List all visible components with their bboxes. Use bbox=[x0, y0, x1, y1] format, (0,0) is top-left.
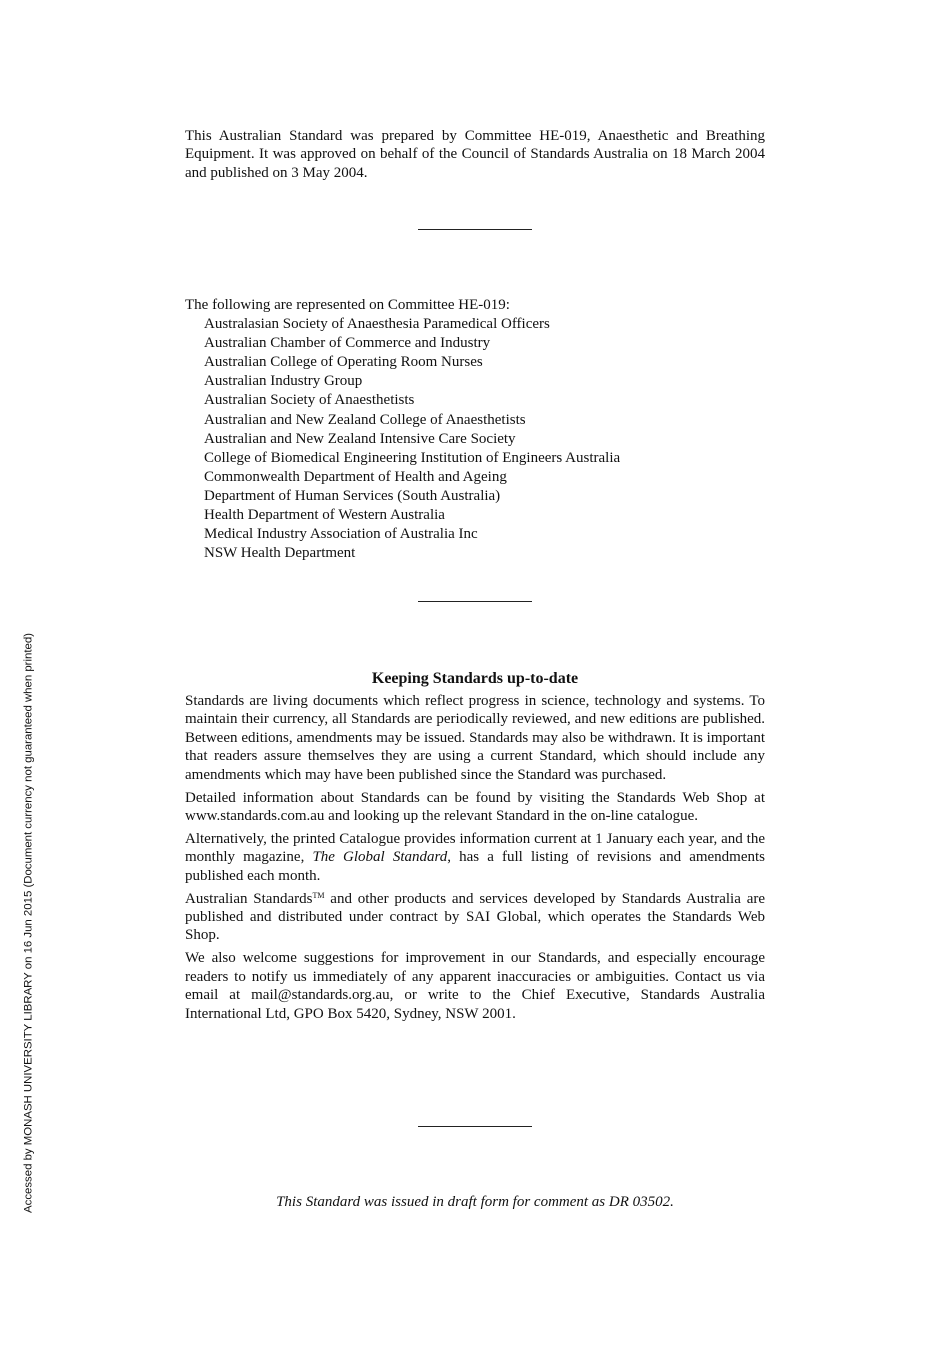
committee-member: Australian and New Zealand College of Anaesthetists bbox=[204, 411, 526, 428]
section-divider bbox=[418, 601, 532, 602]
catalogue-text: Alternatively, the printed Catalogue provides information current at 1 January each year, and the monthly magazine, bbox=[185, 830, 765, 866]
catalogue-text-end: , has a full listing of revisions and amendments published each month. bbox=[185, 849, 766, 884]
trademark-brand: Australian Standards bbox=[185, 890, 313, 907]
trademark-symbol: TM bbox=[312, 890, 325, 900]
committee-member: Health Department of Western Australia bbox=[204, 507, 445, 524]
committee-member: Commonwealth Department of Health and Ageing bbox=[204, 468, 507, 485]
trademark-text: and other products and services developed by Standards Australia are published and distributed under contract by SAI Global, which operates the Standards Web Shop. bbox=[185, 890, 766, 944]
committee-member: Australian Society of Anaesthetists bbox=[204, 392, 415, 409]
section-divider bbox=[418, 1126, 532, 1127]
preparation-statement: This Australian Standard was prepared by Committee HE-019, Anaesthetic and Breathing Equipment. It was approved on behalf of the Council of Standards Australia on 18 March 2004 and published on 3 May 2004. bbox=[185, 128, 765, 181]
keeping-standards-section bbox=[185, 669, 765, 1027]
committee-heading: The following are represented on Committee HE-019: bbox=[185, 297, 510, 313]
committee-member: Australasian Society of Anaesthesia Paramedical Officers bbox=[204, 316, 550, 333]
committee-member: NSW Health Department bbox=[204, 545, 356, 562]
section-title: Keeping Standards up-to-date bbox=[371, 670, 579, 687]
committee-member: Australian College of Operating Room Nurses bbox=[204, 354, 483, 371]
section-divider bbox=[418, 229, 532, 230]
magazine-title: The Global Standard bbox=[312, 849, 448, 866]
access-watermark-text: Accessed by MONASH UNIVERSITY LIBRARY on 16 Jun 2015 (Document currency not guaranteed when printed) bbox=[22, 633, 35, 1213]
paragraph-trademark bbox=[185, 890, 765, 945]
committee-member: Australian Chamber of Commerce and Industry bbox=[204, 335, 491, 352]
committee-member-list bbox=[185, 315, 765, 563]
committee-section bbox=[185, 296, 765, 563]
committee-member: College of Biomedical Engineering Institution of Engineers Australia bbox=[204, 449, 621, 466]
committee-member: Medical Industry Association of Australia Inc bbox=[204, 526, 478, 543]
committee-member: Australian Industry Group bbox=[204, 373, 363, 390]
paragraph-web-shop: Detailed information about Standards can be found by visiting the Standards Web Shop at www.standards.com.au and looking up the relevant Standard in the on-line catalogue. bbox=[185, 789, 765, 824]
paragraph-catalogue bbox=[185, 830, 765, 885]
paragraph-suggestions: We also welcome suggestions for improvement in our Standards, and especially encourage readers to notify us immediately of any apparent inaccuracies or ambiguities. Contact us via email at mail@standards.org.au, or write to the Chief Executive, Standards Australia International Ltd, GPO Box 5420, Sydney, NSW 2001. bbox=[185, 950, 765, 1022]
draft-note: This Standard was issued in draft form for comment as DR 03502. bbox=[276, 1194, 674, 1210]
paragraph-living-documents: Standards are living documents which reflect progress in science, technology and systems. To maintain their currency, all Standards are periodically reviewed, and new editions are published. Between editions, amendments may be issued. Standards may also be withdrawn. It is important that readers assure themselves they are using a current Standard, which should include any amendments which may have been published since the Standard was purchased. bbox=[185, 693, 765, 783]
committee-member: Department of Human Services (South Australia) bbox=[204, 487, 501, 504]
committee-member: Australian and New Zealand Intensive Care Society bbox=[204, 430, 516, 447]
